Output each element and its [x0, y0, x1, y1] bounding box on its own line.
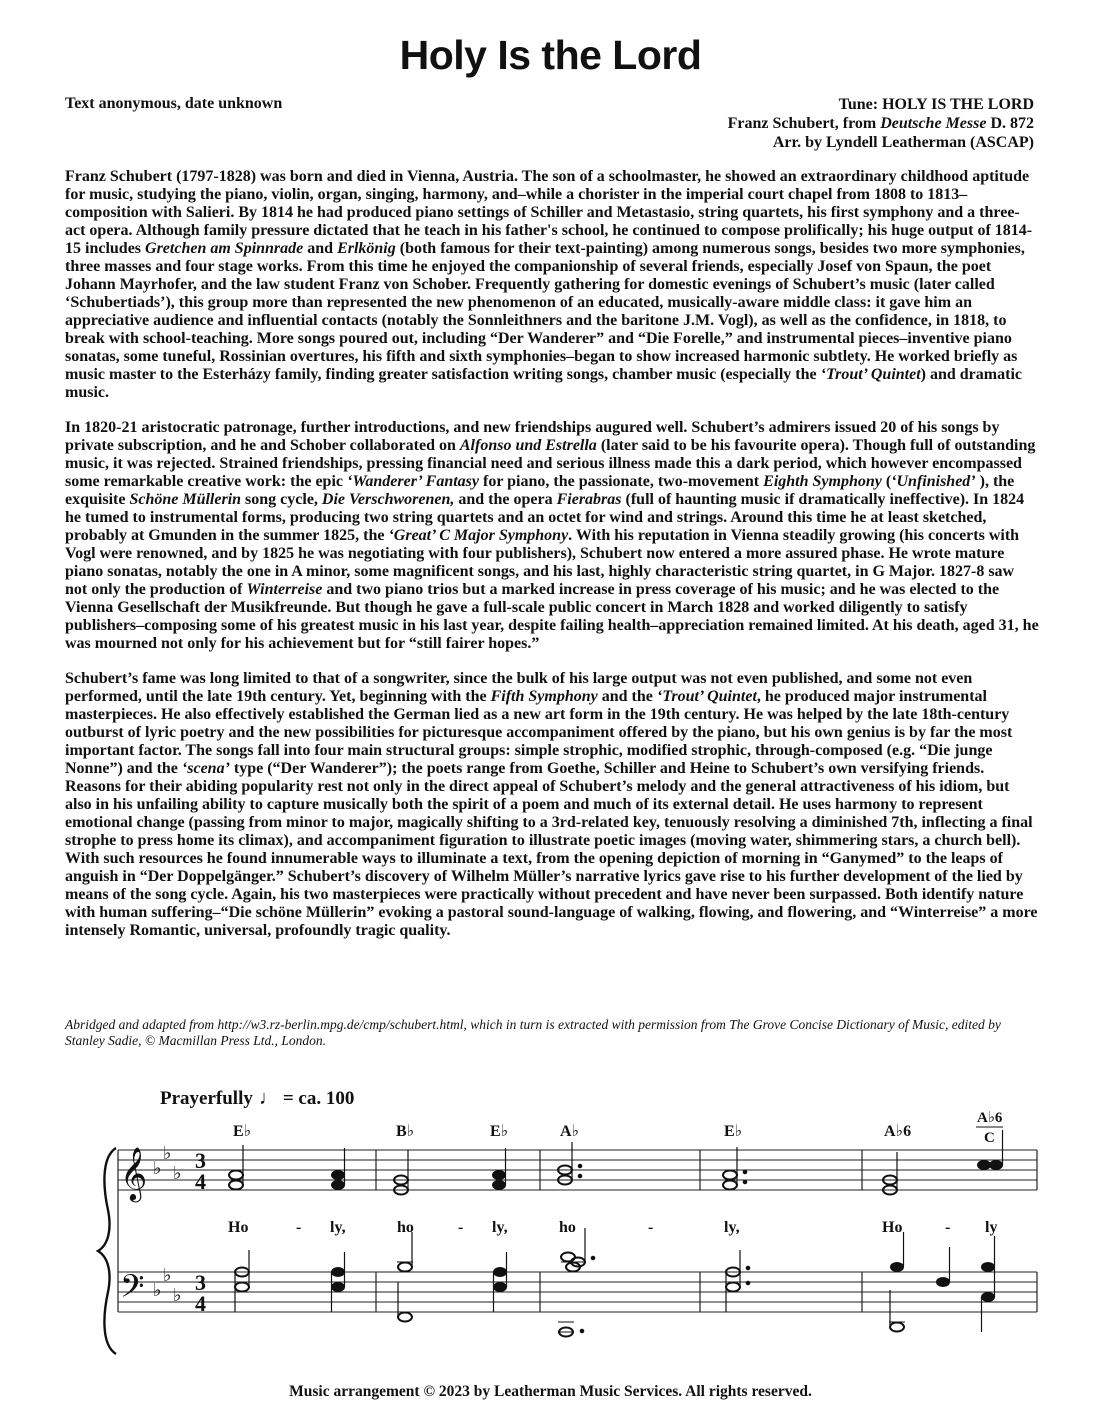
treble-time-signature	[195, 1148, 206, 1194]
tempo-word: Prayerfully	[160, 1088, 253, 1109]
chord-symbol: A♭6	[884, 1123, 912, 1140]
lyric-syllable: Ho	[228, 1219, 249, 1236]
svg-text:4: 4	[195, 1169, 206, 1194]
svg-text:4: 4	[195, 1291, 206, 1316]
tempo-value: = ca. 100	[282, 1088, 355, 1109]
italic-title: Fifth Symphony	[490, 688, 598, 705]
italic-title: Gretchen am Spinnrade	[145, 240, 304, 257]
composer-prefix: Franz Schubert, from	[727, 115, 881, 132]
italic-title: Fierabras	[556, 491, 622, 508]
lyric-syllable: ho	[559, 1219, 576, 1236]
italic-title: ‘Trout’ Quintet	[656, 688, 757, 705]
chord-symbol: E♭	[490, 1123, 509, 1140]
italic-title: ‘scena’	[181, 760, 230, 777]
italic-title: ‘Trout’ Quintet	[820, 366, 921, 383]
composer-catalog: D. 872	[986, 115, 1034, 132]
text-run: (later said to be his favourite opera). Though full of outstanding music, it was rejected. Strained friendships, pressing financial need and serious illness made this a dark period, which however encompassed some remarkable creative work: the epic	[65, 437, 1036, 490]
text-run: In 1820-21 aristocratic patronage, further introductions, and new friendships augured well. Schubert’s admirers issued 20 of his songs by private subscription, and he and Schober collaborated on	[65, 419, 1000, 454]
italic-title: ‘Great’ C Major Symphony	[388, 527, 569, 544]
text-run: and	[303, 240, 338, 257]
text-run: Franz Schubert (1797-1828) was born and died in Vienna, Austria. The son of a schoolmaster, he showed an extraordinary childhood aptitude for music, studying the piano, violin, organ, singing, harmony, and–while a chorister in the imperial court chapel from 1808 to 1813–composition with Salieri. By 1814 he had produced piano settings of Schiller and Metastasio, string quartets, his first symphony and a three-act opera. Although family pressure dictated that he teach in his father's school, he continued to compose prolifically; his huge output of 1814-15 includes	[65, 168, 1033, 257]
text-run: song cycle,	[241, 491, 322, 508]
text-run: and the opera	[454, 491, 557, 508]
copyright-footer: Music arrangement © 2023 by Leatherman Music Services. All rights reserved.	[289, 1383, 812, 1400]
text-run: (both famous for their text-painting) among numerous songs, besides two more symphonies, three masses and four stage works. From this time he enjoyed the companionship of several friends, especially Josef von Spaun, the poet Johann Mayrhofer, and the law student Franz von Schober. Frequently gathering for domestic evenings of Schubert’s music (later called ‘Schubertiads’), this group more than represented the new phenomenon of an educated, musically-aware middle class: it gave him an appreciative audience and influential contacts (notably the Sonnleithners and the baritone J.M. Vogl), as well as the confidence, in 1818, to break with school-teaching. More songs poured out, including “Der Wanderer” and “Die Forelle,” and instrumental pieces–inventive piano sonatas, some tuneful, Rossinian overtures, his fifth and sixth symphonies–began to show increased harmonic subtlety. He worked briefly as music master to the Esterházy family, finding greater satisfaction writing songs, chamber music (especially the	[65, 240, 1025, 383]
biography	[65, 168, 1040, 957]
italic-title: Erlkönig	[337, 240, 396, 257]
bass-time-signature	[195, 1270, 206, 1316]
svg-text:♭: ♭	[163, 1143, 172, 1164]
lyric-syllable: ly	[985, 1219, 998, 1236]
svg-text:♭: ♭	[173, 1285, 182, 1306]
chord-symbol: A♭	[560, 1123, 580, 1140]
text-run: , he produced major instrumental masterpieces. He also effectively established the German lied as a new art form in the 19th century. He was helped by the late 18th-century outburst of lyric poetry and the new possibilities for picturesque accompaniment offered by the piano, but his own genius is by far the most important factor. The songs fall into four main structural groups: simple strophic, modified strophic, through-composed (e.g. “Die junge Nonne”) and the	[65, 688, 1013, 777]
chord-symbol: B♭	[396, 1123, 415, 1140]
source-note: Abridged and adapted from http://w3.rz-berlin.mpg.de/cmp/schubert.html, which in turn is extracted with permission from The Grove Concise Dictionary of Music, edited by Stanley Sadie, © Macmillan Press Ltd., London.	[65, 1017, 1001, 1048]
grand-staff-brace	[98, 1148, 116, 1354]
svg-text:♭: ♭	[153, 1158, 162, 1179]
italic-title: ‘Unfinished’	[891, 473, 976, 490]
italic-title: Winterreise	[246, 581, 323, 598]
italic-title: Die Verschworenen,	[321, 491, 455, 508]
bio-paragraph-2	[65, 419, 1040, 653]
lyric-syllable: ho	[397, 1219, 414, 1236]
composer-work: Deutsche Messe	[880, 115, 987, 132]
text-run: type (“Der Wanderer”); the poets range from Goethe, Schiller and Heine to Schubert’s own versifying friends. Reasons for their abiding popularity rest not only in the direct appeal of Schubert’s melody and the general attractiveness of his idiom, but also in his unfailing ability to capture musically both the spirit of a poem and much of its external detail. He uses harmony to represent emotional change (passing from minor to major, magically shifting to a 3rd-related key, tenuously resolving a diminished 7th, inflecting a final strophe to press home its climax), and accompaniment figuration to illustrate poetic images (moving water, shimmering stars, a church bell). With such resources he found innumerable ways to illuminate a text, from the opening depiction of morning in “Ganymed” to the leaps of anguish in “Der Doppelgänger.” Schubert’s discovery of Wilhelm Müller’s narrative lyrics gave rise to his further development of the lied by means of the song cycle. Again, his two masterpieces were practically without precedent and have never been surpassed. Both identify nature with human suffering–“Die schöne Müllerin” evoking a pastoral sound-language of walking, flowing, and flowering, and “Winterreise” a more intensely Romantic, universal, profoundly tragic quality.	[65, 760, 1038, 939]
chord-symbol: E♭	[233, 1123, 252, 1140]
text-run: and the	[597, 688, 657, 705]
bio-paragraph-1	[65, 168, 1040, 402]
treble-key-signature	[153, 1143, 182, 1184]
quarter-note-icon: ♩	[258, 1087, 279, 1109]
tempo-marking	[160, 1087, 354, 1110]
svg-text:3: 3	[195, 1270, 206, 1295]
lyric-hyphen: -	[458, 1219, 464, 1236]
lyric-syllable: ly,	[724, 1219, 740, 1236]
italic-title: Alfonso und Estrella	[459, 437, 597, 454]
arranger-credit: Arr. by Lyndell Leatherman (ASCAP)	[772, 134, 1034, 151]
lyric-syllable: Ho	[882, 1219, 903, 1236]
lyric-hyphen: -	[945, 1219, 951, 1236]
text-run: Schubert’s fame was long limited to that of a songwriter, since the bulk of his large output was not even published, and some not even performed, until the late 19th century. Yet, beginning with the	[65, 670, 973, 705]
italic-title: Eighth Symphony	[763, 473, 882, 490]
svg-text:3: 3	[195, 1148, 206, 1173]
lyric-hyphen: -	[648, 1219, 654, 1236]
bio-paragraph-3	[65, 670, 1040, 940]
text-credit: Text anonymous, date unknown	[65, 95, 283, 112]
slash-chord-top: A♭6	[977, 1110, 1003, 1126]
bass-key-signature	[153, 1265, 182, 1306]
tune-name: Tune: HOLY IS THE LORD	[838, 96, 1034, 113]
slash-chord	[976, 1110, 1003, 1146]
treble-staff	[118, 1150, 1037, 1190]
svg-text:♭: ♭	[153, 1280, 162, 1301]
music-score	[0, 1110, 1101, 1375]
bass-clef-icon: 𝄢	[120, 1268, 145, 1312]
text-run: ), the exquisite	[65, 473, 1015, 508]
text-run: . With his reputation in Vienna steadily growing (his concerts with Vogl were renowned, and by 1825 he was negotiating with four publishers), Schubert now entered a more assured phase. He wrote mature piano sonatas, notably the one in A minor, some magnificent songs, and his last, highly characteristic string quartet, in G Major. 1827-8 saw not only the production of	[65, 527, 1020, 598]
treble-clef-icon: 𝄞	[120, 1146, 148, 1200]
lyric-syllable: ly,	[330, 1219, 346, 1236]
text-run: (full of haunting music if dramatically ineffective). In 1824 he tumed to instrumental forms, producing two string quartets and an octet for wind and strings. Around this time he at least sketched, probably at Gmunden in the summer 1825, the	[65, 491, 1025, 544]
tune-credits	[728, 95, 1034, 152]
italic-title: Schöne Müllerin	[129, 491, 242, 508]
page-title: Holy Is the Lord	[399, 32, 702, 78]
chord-symbol: E♭	[724, 1123, 743, 1140]
slash-chord-bottom: C	[984, 1130, 995, 1146]
text-run: ) and dramatic music.	[65, 366, 1022, 401]
composer-credit	[728, 114, 1034, 133]
text-run: (	[881, 473, 892, 490]
lyric-hyphen: -	[296, 1219, 302, 1236]
svg-text:♭: ♭	[173, 1163, 182, 1184]
svg-text:♭: ♭	[163, 1265, 172, 1286]
text-run: and two piano trios but a marked increase in press coverage of his music; and he was elected to the Vienna Gesellschaft der Musikfreunde. But though he gave a full-scale public concert in March 1828 and worked diligently to satisfy publishers–composing some of his greatest music in his last year, despite failing health–appreciation remained limited. At his death, aged 31, he was mourned not only for his achievement but for “still fairer hopes.”	[65, 581, 1039, 652]
italic-title: ‘Wanderer’ Fantasy	[347, 473, 479, 490]
text-run: for piano, the passionate, two-movement	[479, 473, 764, 490]
bass-staff	[118, 1272, 1037, 1312]
lyric-syllable: ly,	[492, 1219, 508, 1236]
